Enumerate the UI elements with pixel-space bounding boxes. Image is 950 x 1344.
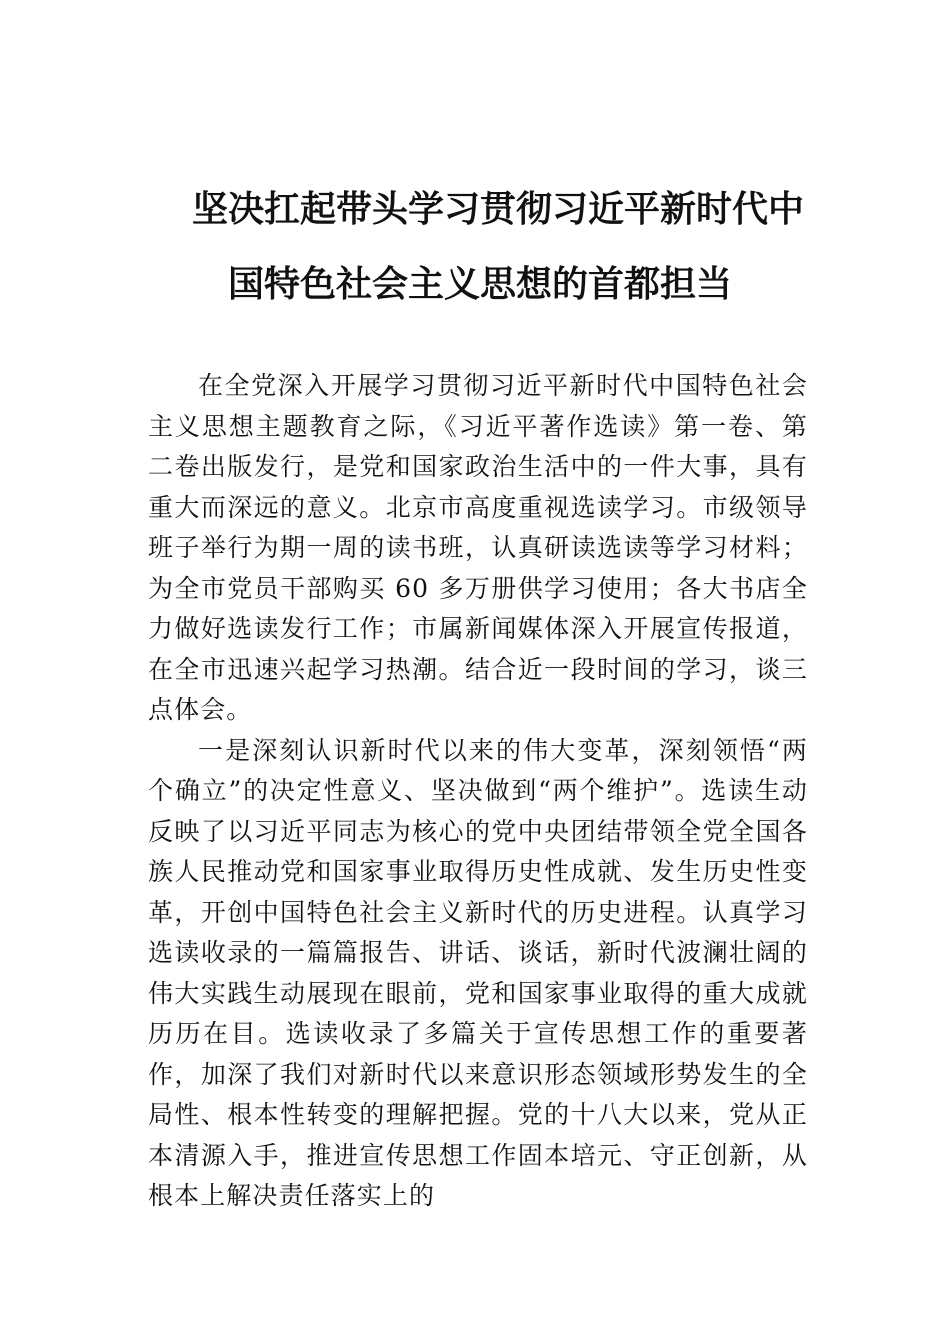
paragraph-1: 在全党深入开展学习贯彻习近平新时代中国特色社会主义思想主题教育之际，《习近平著作选读》第一卷、第二卷出版发行，是党和国家政治生活中的一件大事，具有重大而深远的意义。北京市高度重视选读学习。市级领导班子举行为期一周的读书班，认真研读选读等学习材料；为全市党员干部购买 60 多万册供学习使用；各大书店全力做好选读发行工作；市属新闻媒体深入开展宣传报道，在全市迅速兴起学习热潮。结合近一段时间的学习，谈三点体会。 xyxy=(148,371,808,724)
document-body xyxy=(148,366,808,1217)
paragraph-2: 一是深刻认识新时代以来的伟大变革，深刻领悟“两个确立”的决定性意义、坚决做到“两个维护”。选读生动反映了以习近平同志为核心的党中央团结带领全党全国各族人民推动党和国家事业取得历史性成就、发生历史性变革，开创中国特色社会主义新时代的历史进程。认真学习选读收录的一篇篇报告、讲话、谈话，新时代波澜壮阔的伟大实践生动展现在眼前，党和国家事业取得的重大成就历历在目。选读收录了多篇关于宣传思想工作的重要著作，加深了我们对新时代以来意识形态领域形势发生的全局性、根本性转变的理解把握。党的十八大以来，党从正本清源入手，推进宣传思想工作固本培元、守正创新，从根本上解决责任落实上的 xyxy=(148,735,808,1210)
document-title xyxy=(150,172,810,322)
title-line-2: 国特色社会主义思想的首都担当 xyxy=(228,263,733,305)
title-line-1: 坚决扛起带头学习贯彻习近平新时代中 xyxy=(192,188,805,230)
